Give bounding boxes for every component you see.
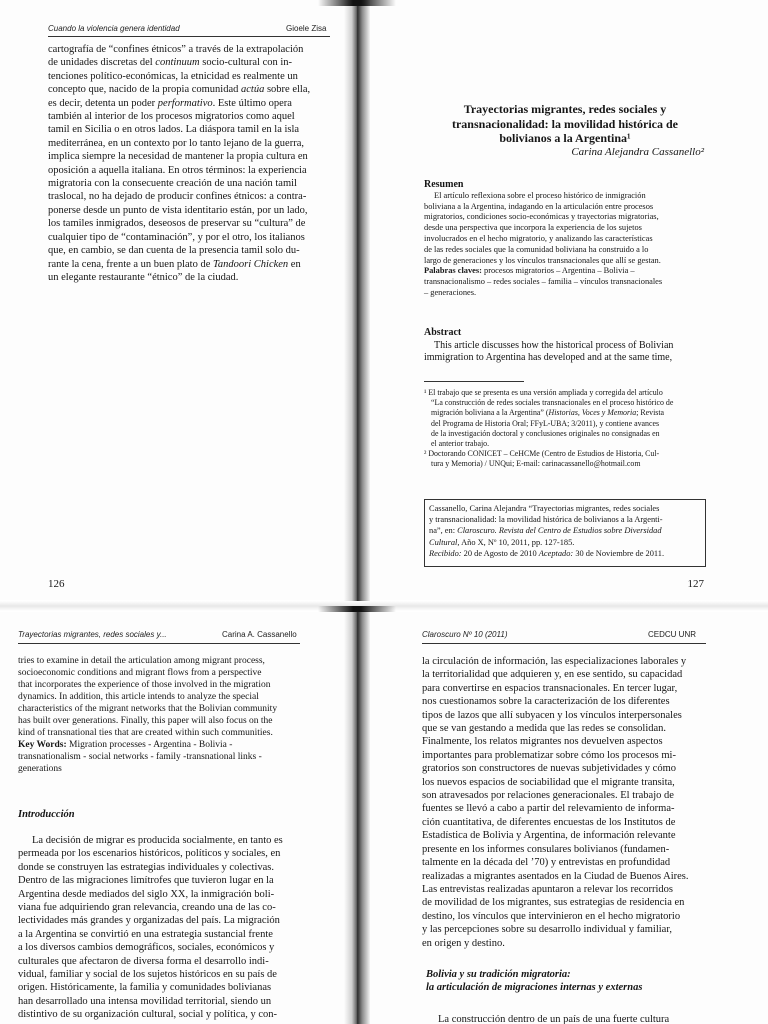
running-header-title: Cuando la violencia genera identidad bbox=[48, 24, 180, 33]
gutter-shadow-top bbox=[318, 0, 396, 6]
page-126-body bbox=[48, 43, 332, 284]
footnote-rule bbox=[424, 381, 524, 382]
article-title: Trayectorias migrantes, redes sociales y transnacionalidad: la movilidad histórica de bolivianos a la Argentina¹ bbox=[451, 102, 679, 145]
line: los tamiles inmigrados, deseosos de preservar su “cultura” de bbox=[48, 218, 306, 230]
page-number: 127 bbox=[687, 578, 704, 590]
header-rule bbox=[18, 643, 300, 644]
line: migratoria con la consecuente creación de una nación tamil bbox=[48, 178, 297, 190]
footnote-1: ¹ El trabajo que se presenta es una versión ampliada y corregida del artículo bbox=[424, 388, 663, 397]
line: de unidades discretas del continuum socio-cultural con in- bbox=[48, 57, 293, 69]
intro-heading: Introducción bbox=[18, 809, 75, 820]
line: un elegante restaurante “étnico” de la ciudad. bbox=[48, 271, 239, 283]
page-number: 126 bbox=[48, 578, 65, 590]
abstract-heading: Abstract bbox=[424, 327, 462, 338]
citation-box: Cassanello, Carina Alejandra “Trayectorias migrantes, redes sociales y transnacionalidad: la movilidad histórica de bolivianos a la Argenti- na”, en: Claroscuro. Revista del Centro de Estudios sobre Diversidad Cultural, Año X, Nº 10, 2011, pp. 127-185. Recibido: 20 de Agosto de 2010 Aceptado: 30 de Noviembre de 2011. bbox=[424, 499, 706, 567]
line: tenciones político-económicas, la etnicidad es realmente un bbox=[48, 70, 298, 82]
section-body: La construcción dentro de un país de una fuerte cultura bbox=[438, 1014, 670, 1024]
article-author: Carina Alejandra Cassanello² bbox=[571, 146, 704, 158]
abstract-continuation: tries to examine in detail the articulation among migrant process, socioeconomic conditions and migrant flows from a perspective that incorporates the experience of those involved in the migration dynamics. In addition, this article intends to analyze the special characteristics of the migrant networks that the Bolivian community has built over generations. Finally, this paper will also focus on the kind of transnational ties that are created within such communities. Key Words: Migration processes - Argentina - Bolivia - transnationalism - social networks - family -transnational links - generations bbox=[18, 656, 278, 774]
intro-body: La decisión de migrar es producida socialmente, en tanto es permeada por los escenarios históricos, políticos y sociales, en donde se construyen las estrategias individuales y colectivas. Dentro de las migraciones limítrofes que tuvieron lugar en la Argentina desde mediados del siglo XX, la inmigración boli- viana fue adquiriendo gran relevancia, creando una de las co- lectividades más grandes y organizadas del país. La migración a la Argentina se convirtió en una estrategia sustancial frente a los diversos cambios demográficos, sociales, económicos y culturales que afectaron de diversa forma el desarrollo indi- vidual, familiar y social de los sujetos históricos en su país de origen. Históricamente, la familia y comunidades bolivianas han desarrollado una intensa movilidad territorial, siendo un distintivo de su organización cultural, social y política, y con- bbox=[18, 835, 283, 1021]
line: cartografía de “confines étnicos” a través de la extrapolación bbox=[48, 44, 304, 55]
book-gutter bbox=[344, 0, 370, 1024]
line: traslocal, no ha dejado de producir confines étnicos: a contra- bbox=[48, 191, 307, 203]
footnote-2: ² Doctorando CONICET – CeHCMe (Centro de Estudios de Historia, Cul- bbox=[424, 449, 660, 459]
line: implica siempre la necesidad de mantener la propia cultura en bbox=[48, 151, 308, 163]
page-127 bbox=[360, 0, 768, 600]
line: ponerse desde un punto de vista identitario están, por un lado, bbox=[48, 204, 308, 216]
page-129 bbox=[360, 612, 768, 1024]
running-header-publisher: CEDCU UNR bbox=[648, 630, 696, 639]
line: tamil en Sicilia o en otros lados. La diáspora tamil en la isla bbox=[48, 124, 300, 136]
page-126 bbox=[0, 0, 350, 600]
page-129-body: la circulación de información, las especializaciones laborales y la territorialidad que adquieren y, en ese sentido, su capacidad para convertirse en espacios transnacionales. En tercer lugar, nos cuestionamos sobre la caracterización de los diferentes tipos de lazos que allí subyacen y los vínculos interpersonales que se van gestando a medida que las redes se consolidan. Finalmente, los relatos migrantes nos devuelven aspectos importantes para problematizar sobre cómo los procesos mi- gratorios son constructores de nuevas subjetividades y cómo los nuevos espacios de sociabilidad que el migrante transita, son atravesados por relaciones generacionales. El trabajo de fuentes se llevó a cabo a partir del relevamiento de informa- ción cuantitativa, de diferentes encuestas de los Institutos de Estadística de Bolivia y Argentina, de información relevante presente en los informes consulares bolivianos (fundamen- talmente en la década del ’70) y entrevistas en profundidad realizadas a migrantes asentados en la Ciudad de Buenos Aires. Las entrevistas realizadas apuntaron a relevar los recorridos de movilidad de los migrantes, sus estrategias de residencia en destino, los vínculos que intervinieron en el hecho migratorio y las percepciones sobre su desarrollo individual y familiar, en origen y destino. bbox=[422, 656, 689, 949]
header-rule bbox=[422, 643, 706, 644]
footnotes: ¹ El trabajo que se presenta es una versión ampliada y corregida del artículo “La construcción de redes sociales transnacionales en el proceso histórico de migración boliviana a la Argentina” (Historias, Voces y Memoria; Revista del Programa de Historia Oral; FFyL-UBA; 3/2011), y contiene avances de la investigación doctoral y conclusiones originales no consignadas en el anterior trabajo. ² Doctorando CONICET – CeHCMe (Centro de Estudios de Historia, Cul- tura y Memoria) / UNQui; E-mail: carinacassanello@hotmail.com bbox=[424, 388, 706, 470]
running-header-journal: Claroscuro Nº 10 (2011) bbox=[422, 630, 508, 639]
line: también al interior de los procesos migratorios como aquel bbox=[48, 111, 295, 123]
page-128 bbox=[0, 612, 350, 1024]
running-header-author: Gioele Zisa bbox=[286, 24, 327, 33]
line: cualquier tipo de “contaminación”, y por el otro, los italianos bbox=[48, 231, 305, 243]
resumen-block: Resumen El artículo reflexiona sobre el proceso histórico de inmigración boliviana a la Argentina, indagando en la articulación entre procesos migratorios, condiciones socio-económicas y trayectorias migratorias, desde una perspectiva que incorpora la experiencia de los sujetos involucrados en el hecho migratorio, y analizando las características de las redes sociales que la comunidad boliviana ha construido a lo largo de generaciones y los vínculos transnacionales que allí se gestan. Palabras claves: procesos migratorios – Argentina – Bolivia – transnacionalismo – redes sociales – familia – vínculos transnacionales – generaciones. bbox=[424, 180, 706, 299]
header-rule bbox=[48, 36, 330, 37]
gutter-shadow-middle bbox=[318, 606, 396, 612]
line: mediterránea, en un contexto por lo tanto lejano de la guerra, bbox=[48, 137, 304, 149]
abstract-block: Abstract This article discusses how the historical process of Bolivian immigration to Argentina has developed and at the same time, bbox=[424, 327, 706, 365]
line: oposición a aquella italiana. En otros términos: la experiencia bbox=[48, 164, 307, 176]
line: es decir, detenta un poder performativo. Este último opera bbox=[48, 97, 292, 109]
line: concepto que, nacido de la propia comunidad actúa sobre ella, bbox=[48, 84, 311, 96]
running-header-title: Trayectorias migrantes, redes sociales y... bbox=[18, 630, 167, 639]
line: que, en cambio, se dan cuenta de la presencia tamil solo du- bbox=[48, 245, 300, 257]
section-heading: Bolivia y su tradición migratoria: la articulación de migraciones internas y externas bbox=[426, 969, 643, 993]
resumen-heading: Resumen bbox=[424, 179, 464, 190]
line: rante la cena, frente a un buen plato de Tandoori Chicken en bbox=[48, 258, 301, 270]
running-header-author: Carina A. Cassanello bbox=[222, 630, 297, 639]
